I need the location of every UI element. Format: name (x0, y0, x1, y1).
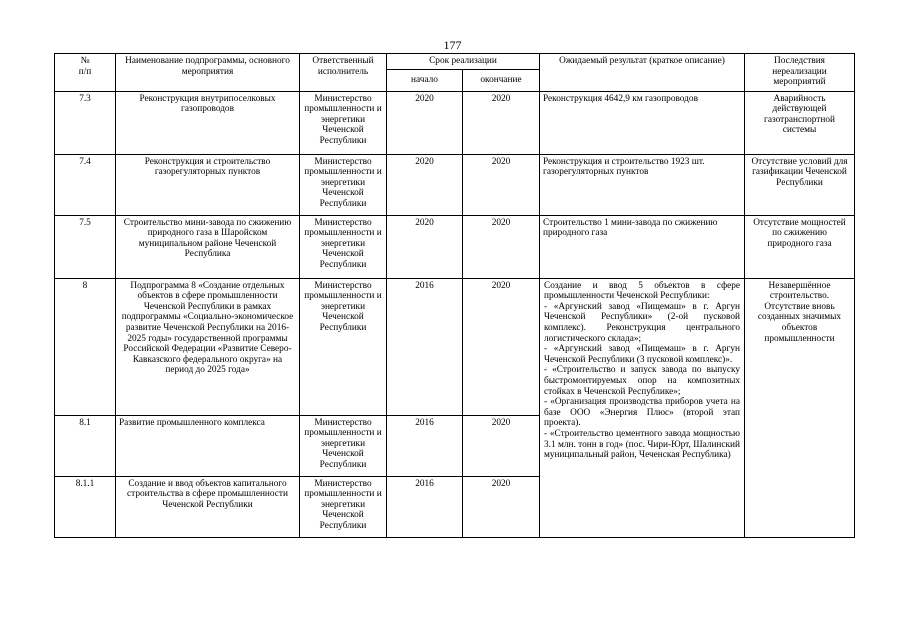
row-end: 2020 (463, 91, 540, 154)
header-num: № п/п (55, 54, 116, 92)
row-executor: Министерство промышленности и энергетики Чеченской Республики (300, 415, 387, 476)
header-result: Ожидаемый результат (краткое описание) (540, 54, 745, 92)
merged-result-cell (540, 278, 745, 537)
row-end: 2020 (463, 476, 540, 537)
header-executor: Ответственный исполнитель (300, 54, 387, 92)
header-consequences: Последствия нереализации мероприятий (745, 54, 855, 92)
table-row (55, 278, 855, 415)
row-end: 2020 (463, 154, 540, 215)
row-executor: Министерство промышленности и энергетики Чеченской Республики (300, 91, 387, 154)
result-line: Создание и ввод 5 объектов в сфере промышленности Чеченской Республики: (544, 280, 740, 302)
table-row (55, 215, 855, 278)
row-executor: Министерство промышленности и энергетики Чеченской Республики (300, 215, 387, 278)
merged-result-text (544, 281, 740, 461)
row-start: 2016 (387, 278, 463, 415)
row-start: 2020 (387, 154, 463, 215)
row-end: 2020 (463, 415, 540, 476)
result-line: - «Строительство и запуск завода по выпуску быстромонтируемых опор на композитных стойках в Чеченской Республике»; (544, 365, 740, 397)
row-executor: Министерство промышленности и энергетики Чеченской Республики (300, 476, 387, 537)
row-consequences: Отсутствие мощностей по сжижению природного газа (745, 215, 855, 278)
table-row (55, 91, 855, 154)
row-num: 8.1 (55, 415, 116, 476)
result-line: - «Аргунский завод «Пищемаш» в г. Аргун Чеченской Республики» (2-ой пусковой комплекс). Реконструкция центрального логистического склада»; (544, 301, 740, 344)
row-name: Реконструкция и строительство газорегуляторных пунктов (116, 154, 300, 215)
header-row-1 (55, 54, 855, 70)
row-num: 8.1.1 (55, 476, 116, 537)
row-start: 2020 (387, 91, 463, 154)
row-consequences: Отсутствие условий для газификации Чеченской Республики (745, 154, 855, 215)
result-line: - «Строительство цементного завода мощностью 3.1 млн. тонн в год» (пос. Чири-Юрт, Шалинский муниципальный район, Чеченская Республика) (544, 428, 740, 461)
header-end: окончание (463, 69, 540, 91)
row-name: Реконструкция внутрипоселковых газопроводов (116, 91, 300, 154)
result-line: - «Организация производства приборов учета на базе ООО «Энергия Плюс» (второй этап проекта). (544, 397, 740, 429)
row-start: 2016 (387, 476, 463, 537)
row-name: Строительство мини-завода по сжижению природного газа в Шаройском муниципальном районе Чеченской Республика (116, 215, 300, 278)
row-end: 2020 (463, 215, 540, 278)
merged-consequences: Незавершённое строительство. Отсутствие вновь созданных значимых объектов промышленности (745, 278, 855, 537)
row-name: Подпрограмма 8 «Создание отдельных объектов в сфере промышленности Чеченской Республики в рамках подпрограммы «Социально-экономическое развитие Чеченской Республики на 2016-2025 годы» государственной программы Российской Федерации «Развитие Северо-Кавказского федерального округа» на период до 2025 года» (116, 278, 300, 415)
page-number: 177 (443, 38, 462, 52)
row-result: Строительство 1 мини-завода по сжижению природного газа (540, 215, 745, 278)
header-period: Срок реализации (387, 54, 540, 70)
row-name: Создание и ввод объектов капитального строительства в сфере промышленности Чеченской Республики (116, 476, 300, 537)
row-executor: Министерство промышленности и энергетики Чеченской Республики (300, 154, 387, 215)
row-start: 2016 (387, 415, 463, 476)
table-row (55, 154, 855, 215)
row-num: 8 (55, 278, 116, 415)
row-name: Развитие промышленного комплекса (116, 415, 300, 476)
row-executor: Министерство промышленности и энергетики Чеченской Республики (300, 278, 387, 415)
row-num: 7.4 (55, 154, 116, 215)
row-result: Реконструкция и строительство 1923 шт. газорегуляторных пунктов (540, 154, 745, 215)
row-num: 7.3 (55, 91, 116, 154)
row-num: 7.5 (55, 215, 116, 278)
header-start: начало (387, 69, 463, 91)
header-name: Наименование подпрограммы, основного мероприятия (116, 54, 300, 92)
program-table (54, 53, 855, 538)
row-start: 2020 (387, 215, 463, 278)
row-result: Реконструкция 4642,9 км газопроводов (540, 91, 745, 154)
result-line: - «Аргунский завод «Пищемаш» в г. Аргун Чеченской Республики (3 пусковой комплекс)». (544, 344, 740, 365)
row-end: 2020 (463, 278, 540, 415)
row-consequences: Аварийность действующей газотранспортной системы (745, 91, 855, 154)
